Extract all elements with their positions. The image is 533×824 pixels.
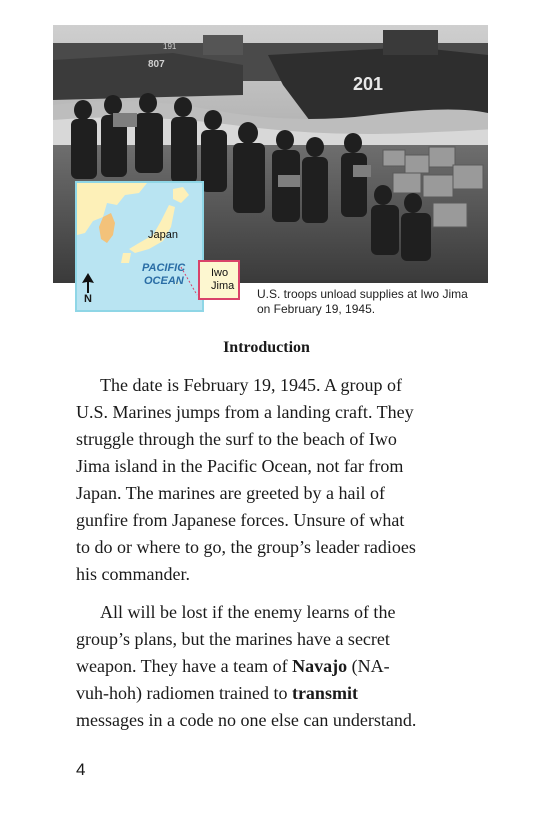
north-arrow-icon <box>81 273 95 293</box>
inset-label-line-2: Jima <box>211 280 235 292</box>
locator-map <box>75 181 204 312</box>
page-number: 4 <box>76 760 86 779</box>
map-illustration <box>77 183 204 312</box>
para1-line: struggle through the surf to the beach of Iwo <box>76 429 397 449</box>
hull-number-201: 201 <box>353 74 384 94</box>
para2-line: All will be lost if the enemy learns of the <box>100 602 396 622</box>
ocean-label-line-1: PACIFIC <box>142 262 186 274</box>
caption-line-1: U.S. troops unload supplies at Iwo Jima <box>257 287 468 301</box>
para1-line: gunfire from Japanese forces. Unsure of what <box>76 510 405 530</box>
para2-text: weapon. They have a team of <box>76 656 293 676</box>
caption-line-2: on February 19, 1945. <box>257 302 376 316</box>
hull-number-807: 807 <box>148 59 165 70</box>
section-heading: Introduction <box>223 339 310 356</box>
para2-line <box>76 653 476 680</box>
photo-caption <box>257 287 497 317</box>
ocean-label-line-2: OCEAN <box>144 275 184 287</box>
para1-line: The date is February 19, 1945. A group of <box>100 375 402 395</box>
para2-text: (NA- <box>347 656 390 676</box>
para2-line: messages in a code no one else can understand. <box>76 710 417 730</box>
north-label: N <box>84 293 92 305</box>
para1-line: Japan. The marines are greeted by a hail of <box>76 483 386 503</box>
para2-text: vuh-hoh) radiomen trained to <box>76 683 292 703</box>
para2-line <box>76 680 476 707</box>
para1-line: to do or where to go, the group’s leader radioes <box>76 537 416 557</box>
hull-number-191: 191 <box>163 42 177 51</box>
paragraph-2 <box>76 599 476 734</box>
paragraph-1 <box>76 372 476 588</box>
inset-label-line-1: Iwo <box>211 267 229 279</box>
pacific-ocean-label <box>142 262 204 288</box>
iwo-jima-label <box>211 267 234 293</box>
para1-line: his commander. <box>76 564 190 584</box>
vocab-term-navajo: Navajo <box>292 656 348 676</box>
para2-line: group’s plans, but the marines have a secret <box>76 629 390 649</box>
vocab-term-transmit: transmit <box>291 683 358 703</box>
para1-line: U.S. Marines jumps from a landing craft. They <box>76 402 414 422</box>
north-arrow <box>81 273 95 309</box>
para1-line: Jima island in the Pacific Ocean, not far from <box>76 456 404 476</box>
japan-label: Japan <box>148 229 178 241</box>
